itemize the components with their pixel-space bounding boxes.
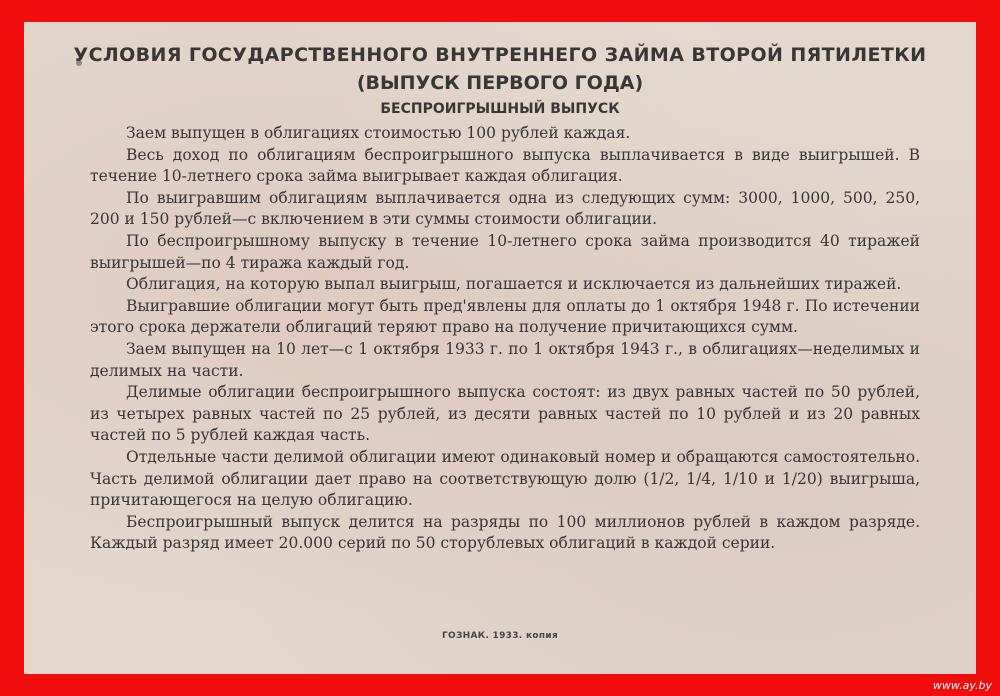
site-watermark: www.ay.by [932, 679, 992, 692]
paragraph: Выигравшие облигации могут быть пред'явлены для оплаты до 1 октября 1948 г. По истечении этого срока держатели облигаций теряют право на получение причитающихся сумм. [90, 296, 920, 337]
document-body [90, 123, 920, 555]
paragraph: Отдельные части делимой облигации имеют одинаковый номер и обращаются самостоятельно. Часть делимой облигации дает право на соответствующую долю (1/2, 1/4, 1/10 и 1/20) выигрыша, причитающегося на целую облигацию. [90, 447, 920, 510]
document-title: УСЛОВИЯ ГОСУДАРСТВЕННОГО ВНУТРЕННЕГО ЗАЙМА ВТОРОЙ ПЯТИЛЕТКИ [73, 44, 927, 66]
document-title-issue: (ВЫПУСК ПЕРВОГО ГОДА) [356, 72, 644, 94]
paragraph: Беспроигрышный выпуск делится на разряды по 100 миллионов рублей в каждом разряде. Каждый разряд имеет 20.000 серий по 50 сторублевых облигаций в каждой серии. [90, 512, 920, 553]
paragraph: По беспроигрышному выпуску в течение 10-летнего срока займа производится 40 тиражей выигрышей—по 4 тиража каждый год. [90, 231, 920, 272]
paragraph: Облигация, на которую выпал выигрыш, погашается и исключается из дальнейших тиражей. [126, 275, 902, 294]
paragraph: Делимые облигации беспроигрышного выпуска состоят: из двух равных частей по 50 рублей, из четырех равных частей по 25 рублей, из десяти равных частей по 10 рублей и из 20 равных частей по 5 рублей каждая часть. [90, 383, 920, 445]
paragraph: Заем выпущен на 10 лет—с 1 октября 1933 г. по 1 октября 1943 г., в облигациях—неделимых и делимых на части. [90, 339, 920, 380]
printer-imprint: ГОЗНАК. 1933. копия [441, 631, 559, 641]
document-subtitle: БЕСПРОИГРЫШНЫЙ ВЫПУСК [380, 101, 620, 117]
paragraph: По выигравшим облигациям выплачивается одна из следующих сумм: 3000, 1000, 500, 250, 200 и 150 рублей—с включением в эти суммы стоимости облигации. [90, 188, 920, 229]
paragraph: Весь доход по облигациям беспроигрышного выпуска выплачивается в виде выигрышей. В течение 10-летнего срока займа выигрывает каждая облигация. [90, 145, 920, 186]
document-sheet [24, 22, 976, 674]
paragraph: Заем выпущен в облигациях стоимостью 100 рублей каждая. [126, 124, 631, 142]
